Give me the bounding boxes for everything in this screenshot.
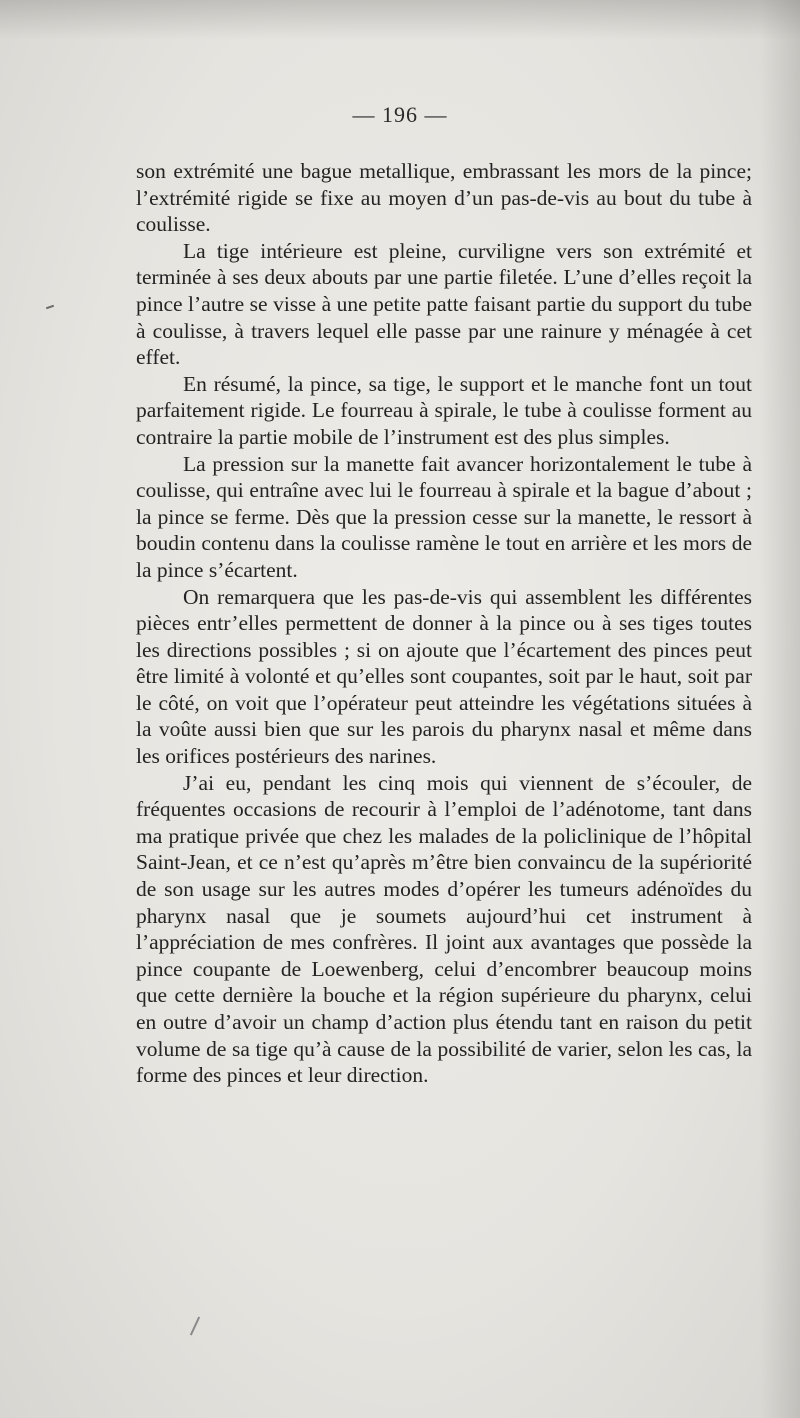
paragraph-4: La pression sur la manette fait avancer horizontalement le tube à coulisse, qui entraîne avec lui le fourreau à spirale et la bague d’about ; la pince se ferme. Dès que la pression cesse sur la manette, le ressort à boudin contenu dans la coulisse ramène le tout en arrière et les mors de la pince s’écartent. — [136, 451, 752, 582]
body-text — [136, 158, 752, 1089]
pencil-stroke-mark — [190, 1317, 200, 1336]
scan-edge-shadow — [760, 0, 800, 1418]
margin-ink-mark — [46, 305, 54, 310]
paragraph-6: J’ai eu, pendant les cinq mois qui viennent de s’écouler, de fréquentes occasions de recourir à l’emploi de l’adénotome, tant dans ma pratique privée que chez les malades de la policlinique de l’hôpital Saint-Jean, et ce n’est qu’après m’être bien convaincu de la supériorité de son usage sur les autres modes d’opérer les tumeurs adénoïdes du pharynx nasal que je soumets aujourd’hui cet instrument à l’appréciation de mes confrères. Il joint aux avantages que possède la pince coupante de Loewenberg, celui d’encombrer beaucoup moins que cette dernière la bouche et la région supérieure du pharynx, celui en outre d’avoir un champ d’action plus étendu tant en raison du petit volume de sa tige qu’à cause de la possibilité de varier, selon les cas, la forme des pinces et leur direction. — [136, 770, 752, 1088]
scan-top-shadow — [0, 0, 800, 40]
paragraph-1: son extrémité une bague metallique, embrassant les mors de la pince; l’extrémité rigide se fixe au moyen d’un pas-de-vis au bout du tube à coulisse. — [136, 159, 752, 237]
paragraph-3: En résumé, la pince, sa tige, le support et le manche font un tout parfaitement rigide. Le fourreau à spirale, le tube à coulisse forment au contraire la partie mobile de l’instrument est des plus simples. — [136, 371, 752, 449]
paragraph-5: On remarquera que les pas-de-vis qui assemblent les différentes pièces entr’elles permettent de donner à la pince ou à ses tiges toutes les directions possibles ; si on ajoute que l’écartement des pinces peut être limité à volonté et qu’elles sont coupantes, soit par le haut, soit par le côté, on voit que l’opérateur peut atteindre les végétations situées à la voûte aussi bien que sur les parois du pharynx nasal et même dans les orifices postérieurs des narines. — [136, 584, 752, 769]
page-number: — 196 — — [352, 102, 448, 127]
paragraph-2: La tige intérieure est pleine, curviligne vers son extrémité et terminée à ses deux abouts par une partie filetée. L’une d’elles reçoit la pince l’autre se visse à une petite patte faisant partie du support du tube à coulisse, à travers lequel elle passe par une rainure y ménagée à cet effet. — [136, 238, 752, 370]
